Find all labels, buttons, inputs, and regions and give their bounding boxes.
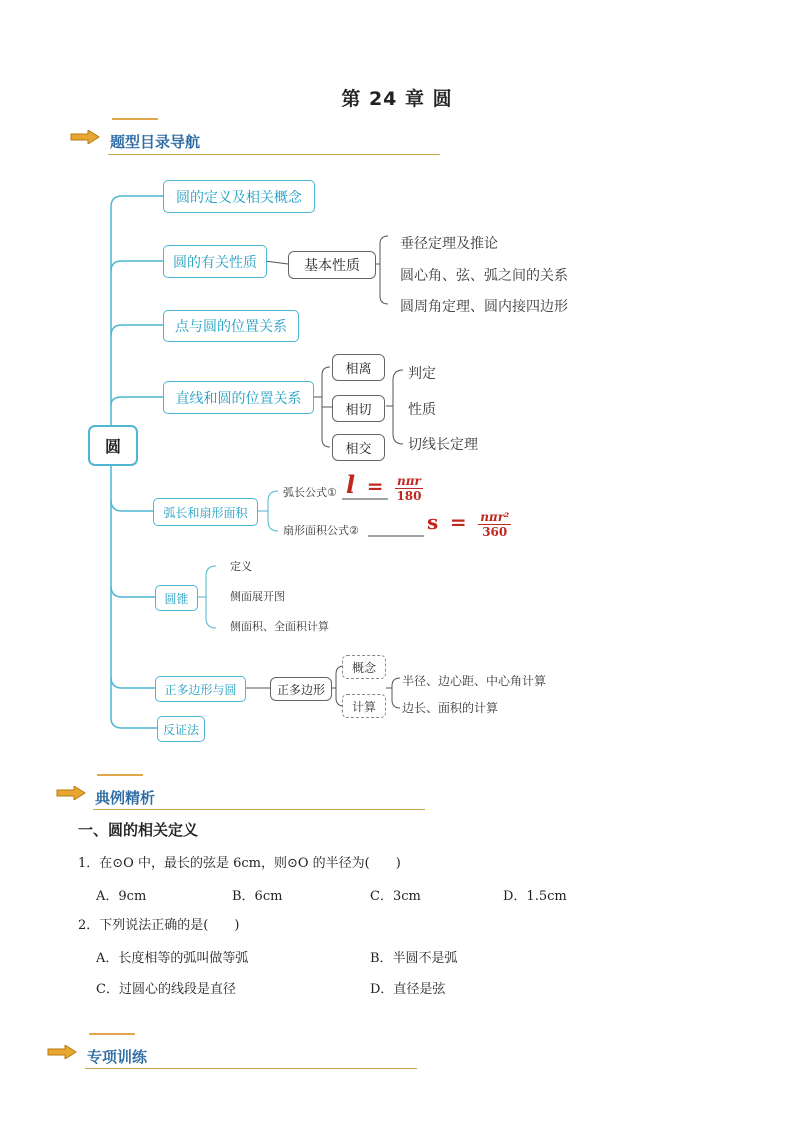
- node-calculation: 计算: [342, 694, 386, 718]
- section-underline: [85, 1068, 417, 1069]
- node-basic-properties: 基本性质: [288, 251, 376, 279]
- node-concept: 概念: [342, 655, 386, 679]
- branch-arc-sector: 弧长和扇形面积: [153, 498, 258, 526]
- leaf-cone-definition: 定义: [230, 560, 252, 573]
- branch-proof-by-contradiction: 反证法: [157, 716, 205, 742]
- leaf-central-angle: 圆心角、弦、弧之间的关系: [400, 268, 568, 284]
- node-intersect: 相交: [332, 434, 385, 461]
- formula-arc-length: [346, 470, 423, 503]
- node-regular-polygon: 正多边形: [270, 677, 332, 701]
- leaf-perpendicular-diameter: 垂径定理及推论: [400, 236, 498, 252]
- formula-arc-lhs: l: [346, 470, 356, 499]
- formula-arc-denominator: 180: [396, 489, 422, 503]
- branch-regular-polygon: 正多边形与圆: [155, 676, 246, 702]
- q1-option-c: C．3cm: [370, 889, 421, 904]
- leaf-property: 性质: [408, 402, 436, 418]
- leaf-radius-apothem: 半径、边心距、中心角计算: [402, 674, 547, 688]
- mindmap-root: 圆: [88, 425, 138, 466]
- formula-sector-eq: =: [449, 510, 467, 534]
- formula-sector-numerator: nπr²: [480, 510, 510, 524]
- q1-option-b: B．6cm: [232, 889, 283, 904]
- section-title-examples: 典例精析: [95, 789, 156, 807]
- leaf-inscribed-angle: 圆周角定理、圆内接四边形: [400, 299, 568, 315]
- leaf-cone-net: 侧面展开图: [230, 590, 285, 603]
- q1-option-a: A．9cm: [96, 889, 147, 904]
- leaf-cone-area: 侧面积、全面积计算: [230, 620, 329, 633]
- q2-option-a: A．长度相等的弧叫做等弧: [96, 951, 249, 966]
- section-title-nav: 题型目录导航: [110, 133, 201, 151]
- node-separate: 相离: [332, 354, 385, 381]
- formula-sector-lhs: s: [427, 510, 439, 534]
- formula-arc-numerator: nπr: [397, 474, 421, 488]
- section-accent-line: [97, 774, 143, 776]
- branch-line-circle-position: 直线和圆的位置关系: [163, 381, 314, 414]
- formula-sector-area: [427, 510, 511, 539]
- branch-point-circle-position: 点与圆的位置关系: [163, 310, 299, 342]
- section-title-training: 专项训练: [87, 1048, 148, 1066]
- arrow-right-icon: [56, 786, 86, 800]
- section-underline: [93, 809, 425, 810]
- heading-circle-definitions: 一、圆的相关定义: [78, 821, 199, 839]
- formula-arc-eq: =: [366, 474, 384, 498]
- arrow-right-icon: [47, 1045, 77, 1059]
- branch-cone: 圆锥: [155, 585, 198, 611]
- q1-option-d: D．1.5cm: [503, 889, 567, 904]
- leaf-tangent-length-theorem: 切线长定理: [408, 437, 478, 453]
- question-2-stem: 2．下列说法正确的是( ): [78, 918, 240, 933]
- branch-circle-definition: 圆的定义及相关概念: [163, 180, 315, 213]
- chapter-title: 第 24 章 圆: [341, 88, 453, 110]
- leaf-arc-length-formula: 弧长公式①: [283, 486, 337, 499]
- q2-option-d: D．直径是弦: [370, 982, 446, 997]
- leaf-sector-area-formula: 扇形面积公式②: [283, 524, 359, 537]
- leaf-side-area: 边长、面积的计算: [402, 701, 499, 715]
- question-1-stem: 1．在⊙O 中，最长的弦是 6cm，则⊙O 的半径为( ): [78, 856, 401, 871]
- leaf-judgment: 判定: [408, 366, 436, 382]
- node-tangent: 相切: [332, 395, 385, 422]
- q2-option-b: B．半圆不是弧: [370, 951, 458, 966]
- q2-option-c: C．过圆心的线段是直径: [96, 982, 236, 997]
- formula-sector-denominator: 360: [482, 525, 508, 539]
- section-accent-line: [89, 1033, 135, 1035]
- branch-circle-properties: 圆的有关性质: [163, 245, 267, 278]
